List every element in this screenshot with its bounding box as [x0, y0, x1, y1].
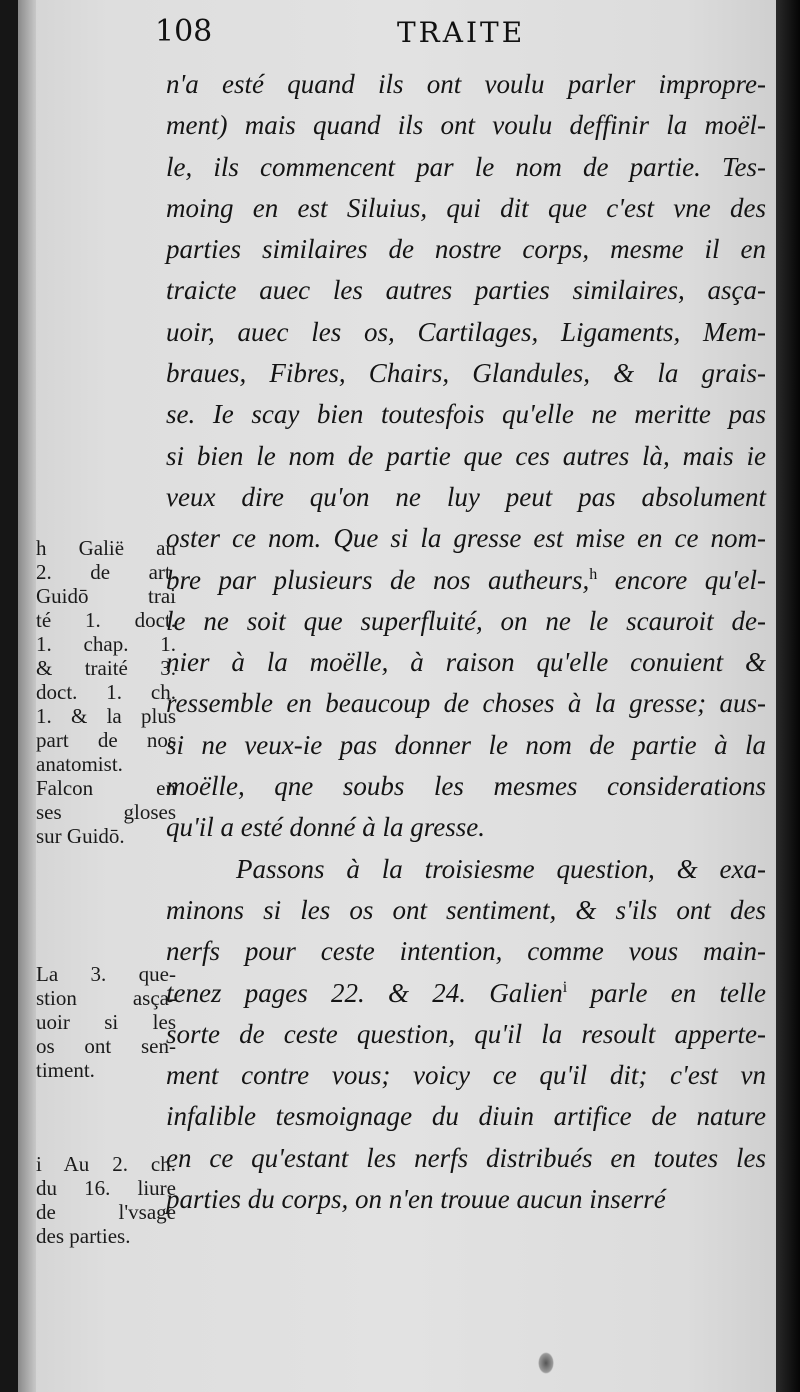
margin-note-line: sur Guidō. [36, 824, 125, 848]
margin-note-line: ses gloses [36, 800, 176, 824]
text-line: nier à la moëlle, à raison qu'elle conuient & [166, 647, 766, 678]
text-segment: bre par plusieurs de nos autheurs, [166, 564, 590, 595]
page-right-edge [776, 0, 800, 1392]
text-line: si ne veux-ie pas donner le nom de partie à la [166, 729, 766, 760]
book-page [18, 0, 776, 1392]
page-number: 108 [155, 14, 213, 49]
text-segment: tenez pages 22. & 24. Galien [166, 977, 563, 1008]
page-left-edge [18, 0, 36, 1392]
text-segment: parle en telle [567, 977, 766, 1008]
text-line: Passons à la troisiesme question, & exa- [236, 853, 766, 884]
text-line: parties du corps, on n'en trouue aucun inserré [166, 1184, 666, 1215]
text-line: en ce qu'estant les nerfs distribués en toutes les [166, 1142, 766, 1173]
margin-note-question [36, 962, 176, 1082]
ink-smudge [538, 1352, 554, 1374]
margin-note-line: té 1. doct. [36, 608, 176, 632]
margin-note-line: 2. de art. [36, 560, 176, 584]
margin-note-line: os ont sen- [36, 1034, 176, 1058]
text-line: oster ce nom. Que si la gresse est mise en ce nom- [166, 523, 766, 554]
footnote-marker-h: h [589, 565, 598, 583]
margin-note-line: timent. [36, 1058, 95, 1082]
text-line: veux dire qu'on ne luy peut pas absolument [166, 481, 766, 512]
text-line: nerfs pour ceste intention, comme vous main- [166, 936, 766, 967]
text-line: uoir, auec les os, Cartilages, Ligaments, Mem- [166, 316, 766, 347]
text-line: qu'il a esté donné à la gresse. [166, 812, 485, 843]
text-line: traicte auec les autres parties similaires, asça- [166, 275, 766, 306]
text-line: si bien le nom de partie que ces autres là, mais ie [166, 440, 766, 471]
margin-note-line: h Galië au [36, 536, 176, 560]
margin-note-line: des parties. [36, 1224, 131, 1248]
text-line: ment contre vous; voicy ce qu'il dit; c'est vn [166, 1060, 766, 1091]
text-line: braues, Fibres, Chairs, Glandules, & la grais- [166, 358, 766, 389]
margin-note-i [36, 1152, 176, 1248]
text-line: n'a esté quand ils ont voulu parler impropre- [166, 69, 766, 99]
text-line: parties similaires de nostre corps, mesme il en [166, 234, 766, 265]
text-line: minons si les os ont sentiment, & s'ils ont des [166, 894, 766, 925]
text-line: le ne soit que superfluité, on ne le scauroit de- [166, 605, 766, 636]
footnote-marker-i: i [562, 978, 568, 996]
text-line: ment) mais quand ils ont voulu deffinir la moël- [166, 110, 766, 141]
margin-note-line: part de nos [36, 728, 176, 752]
page-header [18, 14, 776, 58]
text-line-with-ref-i [166, 973, 766, 1014]
text-line-with-ref-h [166, 560, 766, 601]
text-line: moing en est Siluius, qui dit que c'est vne des [166, 192, 766, 223]
margin-note-line: La 3. que- [36, 962, 176, 986]
margin-note-line: 1. & la plus [36, 704, 176, 728]
text-segment: encore qu'el- [597, 564, 766, 595]
margin-note-line: i Au 2. ch. [36, 1152, 176, 1176]
margin-note-line: uoir si les [36, 1010, 176, 1034]
margin-note-line: Falcon en [36, 776, 176, 800]
text-line: infalible tesmoignage du diuin artifice de nature [166, 1101, 766, 1132]
margin-note-line: de l'vsage [36, 1200, 176, 1224]
margin-note-line: 1. chap. 1. [36, 632, 176, 656]
running-title: TRAITE [397, 16, 526, 49]
text-line: sorte de ceste question, qu'il la resoult apperte- [166, 1018, 766, 1049]
margin-note-line: du 16. liure [36, 1176, 176, 1200]
text-line: se. Ie scay bien toutesfois qu'elle ne meritte pas [166, 399, 766, 430]
margin-note-line: & traité 3. [36, 656, 176, 680]
text-line: moëlle, qne soubs les mesmes considerations [166, 771, 766, 802]
margin-note-line: anatomist. [36, 752, 123, 776]
margin-note-line: stion asça- [36, 986, 176, 1010]
text-line: le, ils commencent par le nom de partie. Tes- [166, 151, 766, 182]
main-text-block [166, 64, 766, 1220]
margin-note-line: doct. 1. ch. [36, 680, 176, 704]
margin-note-h [36, 536, 176, 848]
text-line: ressemble en beaucoup de choses à la gresse; aus- [166, 688, 766, 719]
margin-note-line: Guidō trai [36, 584, 176, 608]
